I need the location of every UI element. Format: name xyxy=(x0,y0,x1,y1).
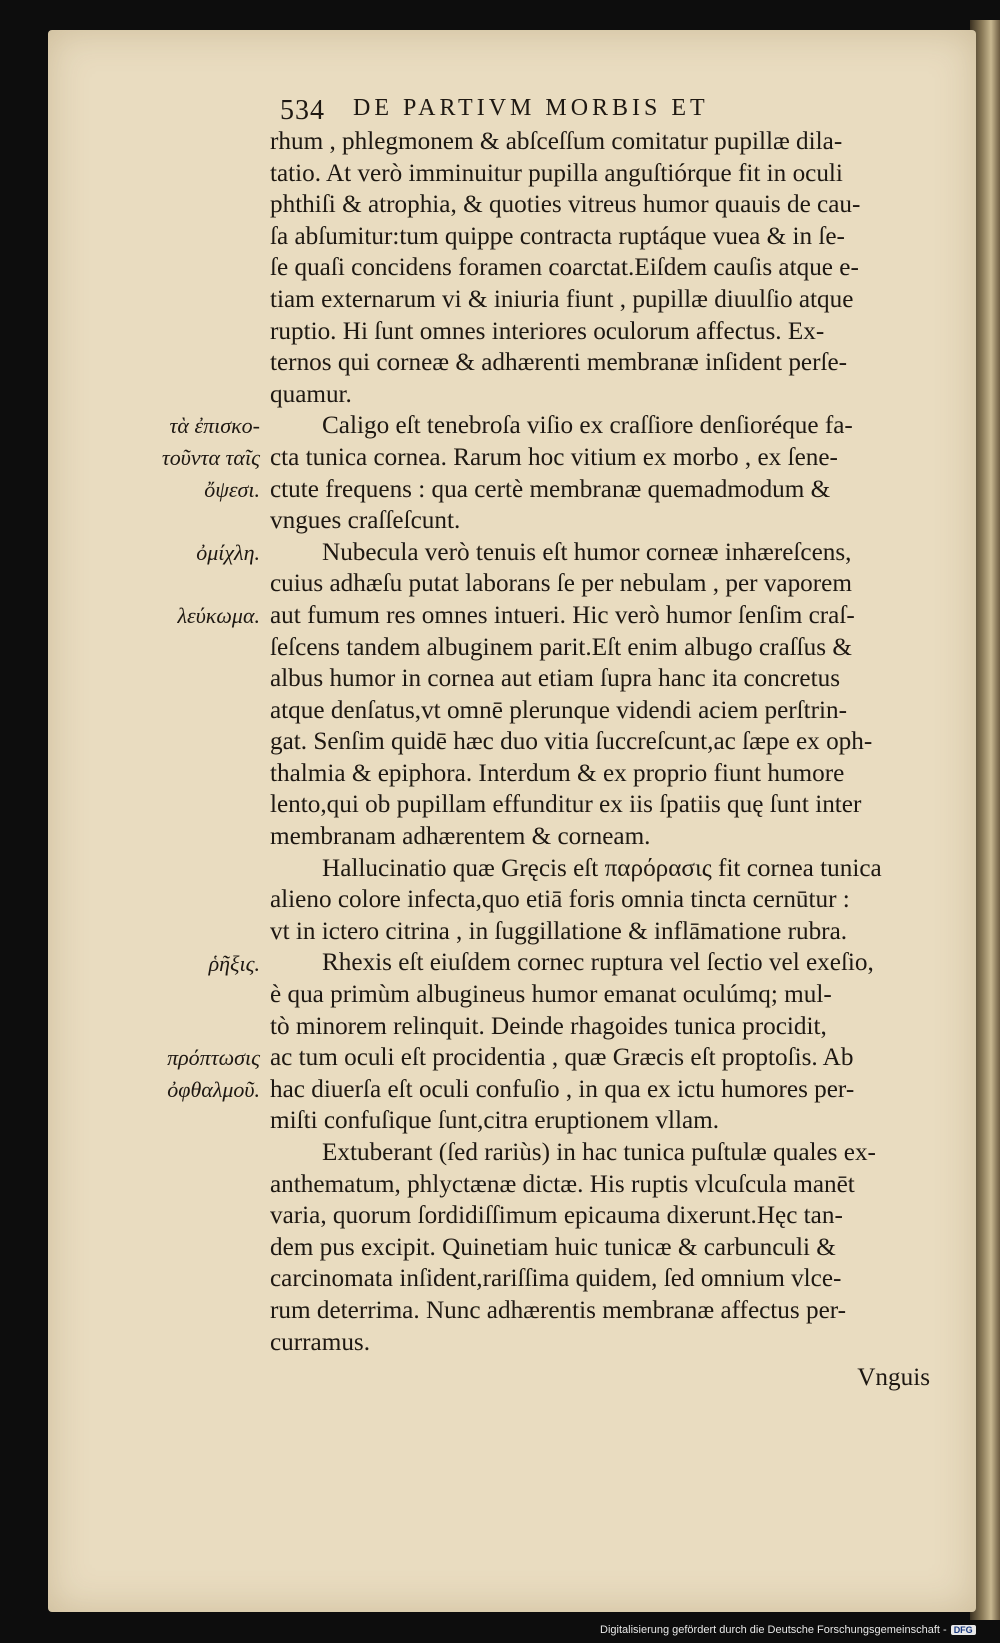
text-line: quamur. xyxy=(270,380,352,408)
text-line: varia, quorum ſordidiſſimum epicauma dixerunt.Hęc tan- xyxy=(270,1202,843,1230)
margin-note: ὀμίχλη. xyxy=(196,539,260,565)
text-line: atque denſatus,vt omnē plerunque videndi aciem perſtrin- xyxy=(270,696,848,724)
text-line: albus humor in cornea aut etiam ſupra hanc ita concretus xyxy=(270,665,841,693)
text-line: miſti confuſique ſunt,citra eruptionem vllam. xyxy=(270,1107,720,1135)
text-line: ſeſcens tandem albuginem parit.Eſt enim albugo craſſus & xyxy=(270,633,852,661)
text-line: ſe quaſi concidens foramen coarctat.Eiſdem cauſis atque e- xyxy=(270,254,859,282)
text-line: ternos qui corneæ & adhærenti membranæ inſident perſe- xyxy=(270,349,848,377)
text-line: Hallucinatio quæ Gręcis eſt παρόρασις fit cornea tunica xyxy=(322,854,882,882)
text-line: lento,qui ob pupillam effunditur ex iis ſpatiis quę ſunt inter xyxy=(270,791,862,819)
text-line: rhum , phlegmonem & abſceſſum comitatur pupillæ dila- xyxy=(270,128,843,155)
text-line: ctute frequens : qua certè membranæ quemadmodum & xyxy=(270,475,831,503)
page-number: 534 xyxy=(280,95,325,126)
text-line: tiam externarum vi & iniuria fiunt , pupillæ diuulſio atque xyxy=(270,285,854,313)
body-text xyxy=(270,126,930,1394)
margin-note: λεύκωμα. xyxy=(177,603,260,628)
catchword: Vnguis xyxy=(857,1364,930,1392)
text-line: dem pus excipit. Quinetiam huic tunicæ & carbunculi & xyxy=(270,1233,836,1261)
text-line: cta tunica cornea. Rarum hoc vitium ex morbo , ex ſene- xyxy=(270,443,838,471)
margin-note: ὀφθαλμοῦ. xyxy=(167,1077,260,1102)
footer-credit xyxy=(600,1624,976,1636)
text-line: Nubecula verò tenuis eſt humor corneæ inhæreſcens, xyxy=(322,538,852,566)
margin-note: ῥῆξις. xyxy=(208,950,260,976)
text-line: curramus. xyxy=(270,1328,371,1356)
text-line: tatio. At verò imminuitur pupilla anguſtiórque fit in oculi xyxy=(270,159,843,187)
text-line: ruptio. Hi ſunt omnes interiores oculorum affectus. Ex- xyxy=(270,317,825,345)
text-line: thalmia & epiphora. Interdum & ex proprio fiunt humore xyxy=(270,759,845,787)
text-line: hac diuerſa eſt oculi confuſio , in qua ex ictu humores per- xyxy=(270,1075,855,1103)
footer-text: Digitalisierung gefördert durch die Deutsche Forschungsgemeinschaft - xyxy=(600,1624,947,1636)
dfg-logo: DFG xyxy=(951,1625,976,1635)
text-line: vt in ictero citrina , in ſuggillatione & inflāmatione rubra. xyxy=(270,917,848,945)
text-line: è qua primùm albugineus humor emanat oculúmq; mul- xyxy=(270,981,832,1009)
text-line: Caligo eſt tenebroſa viſio ex craſſiore denſioréque fa- xyxy=(322,412,853,440)
text-line: gat. Senſim quidē hæc duo vitia ſuccreſcunt,ac ſæpe ex oph- xyxy=(270,728,873,756)
text-line: phthiſi & atrophia, & quoties vitreus humor quauis de cau- xyxy=(270,191,861,219)
margin-note: τοῦντα ταῖς xyxy=(161,445,260,470)
text-line: carcinomata inſident,rariſſima quidem, ſed omnium vlce- xyxy=(270,1265,842,1293)
text-line: cuius adhæſu putat laborans ſe per nebulam , per vaporem xyxy=(270,570,852,598)
text-line: rum deterrima. Nunc adhærentis membranæ affectus per- xyxy=(270,1296,847,1324)
text-line: ac tum oculi eſt procidentia , quæ Græcis eſt proptoſis. Ab xyxy=(270,1044,854,1072)
running-title: DE PARTIVM MORBIS ET xyxy=(353,95,709,121)
text-line: Extuberant (ſed rariùs) in hac tunica puſtulæ quales ex- xyxy=(322,1139,876,1166)
text-line: tò minorem relinquit. Deinde rhagoides tunica procidit, xyxy=(270,1012,827,1040)
text-line: aut fumum res omnes intueri. Hic verò humor ſenſim craſ- xyxy=(270,601,855,629)
margin-note: ὄψεσι. xyxy=(204,476,260,502)
margin-note: πρόπτωσις xyxy=(167,1045,260,1071)
margin-note: τὰ ἐπισκο- xyxy=(169,413,260,439)
running-header xyxy=(280,95,840,127)
text-line: Rhexis eſt eiuſdem cornec ruptura vel ſectio vel exeſio, xyxy=(322,949,874,977)
text-line: membranam adhærentem & corneam. xyxy=(270,823,651,851)
text-line: anthematum, phlyctænæ dictæ. His ruptis vlcuſcula manēt xyxy=(270,1170,855,1198)
text-line: ſa abſumitur:tum quippe contracta ruptáque vuea & in ſe- xyxy=(270,222,845,250)
text-line: alieno colore infecta,quo etiā foris omnia tincta cernūtur : xyxy=(270,886,850,914)
text-line: vngues craſſeſcunt. xyxy=(270,507,461,535)
